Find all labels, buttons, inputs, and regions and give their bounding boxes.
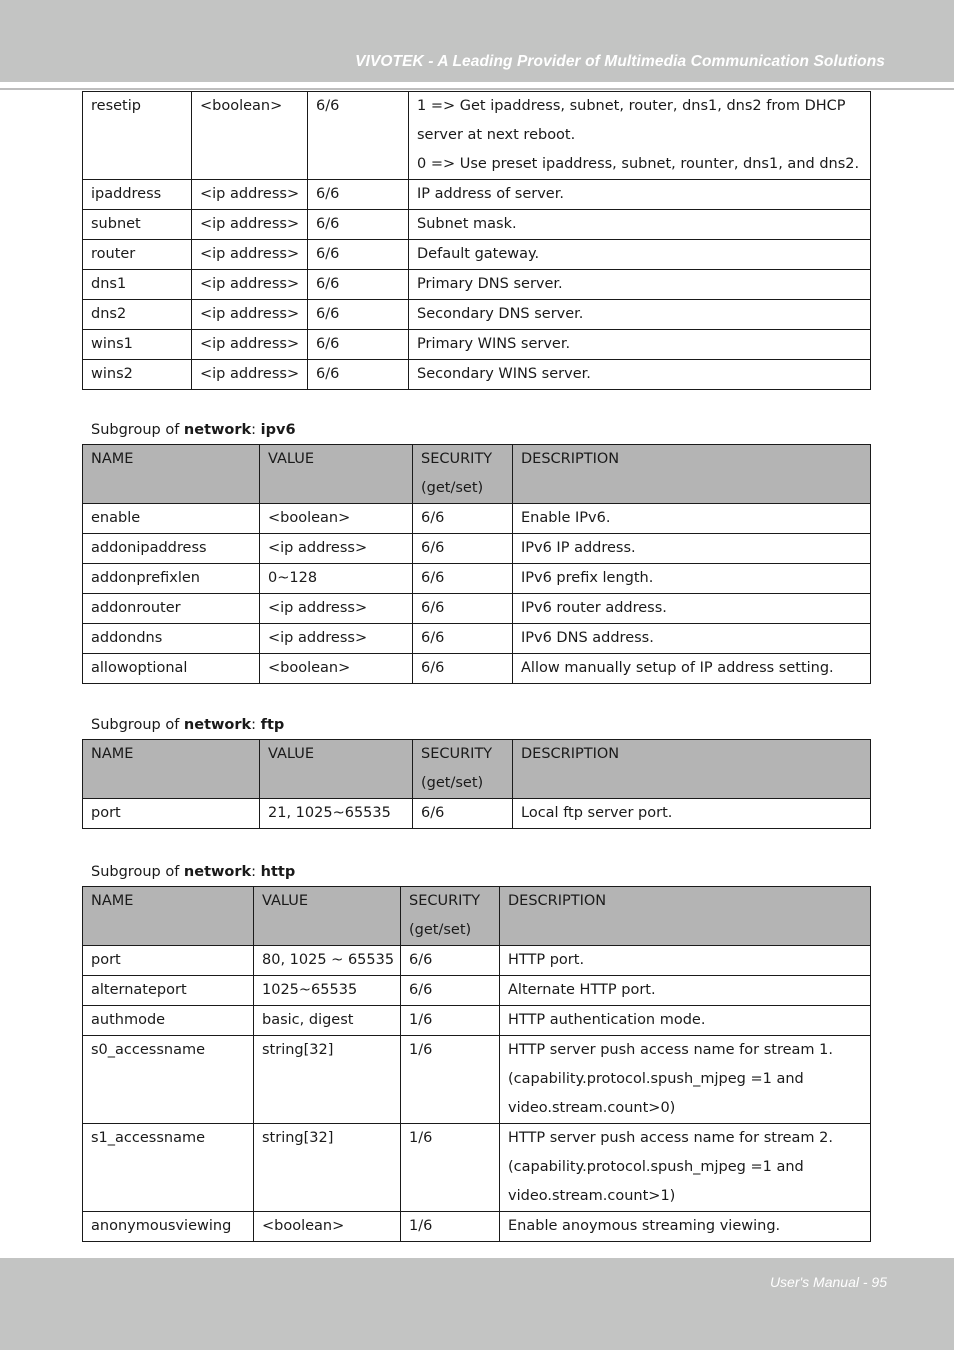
description-line: Subnet mask.	[417, 216, 517, 232]
table-row	[83, 594, 871, 624]
cell-name: addondns	[83, 624, 260, 654]
cell-value: <ip address>	[192, 270, 308, 300]
cell-description	[409, 240, 871, 270]
col-header-security-sub: (get/set)	[409, 922, 472, 938]
cell-value: <ip address>	[192, 180, 308, 210]
cell-name: wins2	[83, 360, 192, 390]
col-header-security-sub: (get/set)	[421, 480, 484, 496]
description-line: Secondary DNS server.	[417, 306, 584, 322]
description-line: IP address of server.	[417, 186, 564, 202]
col-header-security	[413, 740, 513, 799]
cell-security: 1/6	[401, 1124, 500, 1212]
cell-name: addonrouter	[83, 594, 260, 624]
col-header-value: VALUE	[254, 887, 401, 946]
header-row	[83, 887, 871, 946]
table-row	[83, 240, 871, 270]
cell-security: 1/6	[401, 1006, 500, 1036]
cell-security: 6/6	[308, 330, 409, 360]
description-line: HTTP authentication mode.	[508, 1012, 706, 1028]
description-line: 0 => Use preset ipaddress, subnet, rounter, dns1, and dns2.	[417, 156, 860, 172]
description-line: IPv6 DNS address.	[521, 630, 654, 646]
cell-name: addonipaddress	[83, 534, 260, 564]
table-row	[83, 300, 871, 330]
cell-description	[409, 180, 871, 210]
cell-security: 6/6	[413, 534, 513, 564]
cell-name: alternateport	[83, 976, 254, 1006]
cell-security: 6/6	[308, 270, 409, 300]
cell-name: subnet	[83, 210, 192, 240]
http-table	[82, 886, 871, 1242]
table-row	[83, 1036, 871, 1124]
cell-security: 6/6	[308, 360, 409, 390]
col-header-name: NAME	[83, 445, 260, 504]
cell-name: port	[83, 946, 254, 976]
cell-security: 6/6	[413, 624, 513, 654]
cell-description	[513, 504, 871, 534]
cell-name: resetip	[83, 92, 192, 180]
description-line: video.stream.count>0)	[508, 1100, 676, 1116]
table-row	[83, 270, 871, 300]
cell-security: 6/6	[413, 654, 513, 684]
cell-value: string[32]	[254, 1124, 401, 1212]
cell-value: 21, 1025~65535	[260, 799, 413, 829]
table-row	[83, 654, 871, 684]
col-header-security-label: SECURITY	[421, 451, 493, 467]
cell-value: <ip address>	[192, 330, 308, 360]
cell-value: <ip address>	[192, 240, 308, 270]
cell-description	[409, 300, 871, 330]
description-line: HTTP port.	[508, 952, 585, 968]
cell-name: anonymousviewing	[83, 1212, 254, 1242]
description-line: 1 => Get ipaddress, subnet, router, dns1, dns2 from DHCP server at next reboot.	[417, 98, 846, 143]
cell-security: 6/6	[413, 799, 513, 829]
table-row	[83, 564, 871, 594]
cell-security: 6/6	[308, 240, 409, 270]
ftp-table	[82, 739, 871, 829]
cell-name: enable	[83, 504, 260, 534]
header-title: VIVOTEK - A Leading Provider of Multimedia Communication Solutions	[355, 53, 885, 70]
ftp-subgroup-caption: Subgroup of network: ftp	[91, 717, 285, 733]
cell-description	[409, 92, 871, 180]
col-header-description: DESCRIPTION	[500, 887, 871, 946]
col-header-security	[413, 445, 513, 504]
cell-security: 6/6	[308, 300, 409, 330]
description-line: HTTP server push access name for stream 1.	[508, 1042, 833, 1058]
cell-description	[513, 534, 871, 564]
cell-value: <ip address>	[260, 624, 413, 654]
cell-name: s1_accessname	[83, 1124, 254, 1212]
description-line: IPv6 prefix length.	[521, 570, 654, 586]
table-row	[83, 360, 871, 390]
col-header-security-sub: (get/set)	[421, 775, 484, 791]
description-line: Alternate HTTP port.	[508, 982, 656, 998]
http-subgroup-caption: Subgroup of network: http	[91, 864, 296, 880]
table-row	[83, 92, 871, 180]
description-line: Primary WINS server.	[417, 336, 571, 352]
table-row	[83, 1212, 871, 1242]
header-row	[83, 740, 871, 799]
cell-name: ipaddress	[83, 180, 192, 210]
cell-security: 1/6	[401, 1036, 500, 1124]
cell-security: 6/6	[413, 564, 513, 594]
table-row	[83, 330, 871, 360]
col-header-value: VALUE	[260, 740, 413, 799]
description-line: video.stream.count>1)	[508, 1188, 676, 1204]
page-footer	[0, 1258, 954, 1350]
cell-value: 80, 1025 ~ 65535	[254, 946, 401, 976]
header-row	[83, 445, 871, 504]
network-table	[82, 91, 871, 390]
cell-description	[409, 360, 871, 390]
cell-value: <ip address>	[192, 360, 308, 390]
table-row	[83, 504, 871, 534]
page-number: User's Manual - 95	[769, 1274, 887, 1290]
cell-value: <boolean>	[254, 1212, 401, 1242]
cell-security: 6/6	[308, 180, 409, 210]
cell-value: <ip address>	[260, 594, 413, 624]
cell-security: 6/6	[308, 92, 409, 180]
cell-description	[500, 1124, 871, 1212]
cell-value: <boolean>	[260, 504, 413, 534]
cell-description	[513, 654, 871, 684]
description-line: Primary DNS server.	[417, 276, 563, 292]
ipv6-subgroup-caption: Subgroup of network: ipv6	[91, 422, 296, 438]
cell-security: 6/6	[413, 594, 513, 624]
cell-description	[513, 564, 871, 594]
cell-security: 6/6	[401, 946, 500, 976]
description-line: (capability.protocol.spush_mjpeg =1 and	[508, 1071, 804, 1087]
description-line: IPv6 IP address.	[521, 540, 636, 556]
cell-name: dns1	[83, 270, 192, 300]
col-header-description: DESCRIPTION	[513, 740, 871, 799]
cell-value: 0~128	[260, 564, 413, 594]
cell-description	[500, 1212, 871, 1242]
table-row	[83, 180, 871, 210]
cell-name: port	[83, 799, 260, 829]
page-header	[0, 0, 954, 82]
description-line: Enable IPv6.	[521, 510, 611, 526]
col-header-value: VALUE	[260, 445, 413, 504]
cell-description	[409, 210, 871, 240]
cell-name: allowoptional	[83, 654, 260, 684]
cell-value: basic, digest	[254, 1006, 401, 1036]
description-line: IPv6 router address.	[521, 600, 667, 616]
table-row	[83, 1124, 871, 1212]
col-header-name: NAME	[83, 740, 260, 799]
description-line: Secondary WINS server.	[417, 366, 591, 382]
col-header-name: NAME	[83, 887, 254, 946]
cell-value: <boolean>	[192, 92, 308, 180]
cell-name: dns2	[83, 300, 192, 330]
cell-value: <boolean>	[260, 654, 413, 684]
cell-name: router	[83, 240, 192, 270]
table-row	[83, 976, 871, 1006]
description-line: Default gateway.	[417, 246, 540, 262]
header-divider	[0, 88, 954, 90]
cell-description	[513, 799, 871, 829]
table-row	[83, 624, 871, 654]
col-header-security-label: SECURITY	[409, 893, 481, 909]
cell-description	[513, 624, 871, 654]
cell-security: 6/6	[308, 210, 409, 240]
cell-value: <ip address>	[192, 300, 308, 330]
cell-description	[500, 1006, 871, 1036]
table-row	[83, 210, 871, 240]
cell-description	[500, 946, 871, 976]
cell-security: 6/6	[413, 504, 513, 534]
description-line: Enable anoymous streaming viewing.	[508, 1218, 781, 1234]
cell-description	[513, 594, 871, 624]
table-row	[83, 799, 871, 829]
description-line: (capability.protocol.spush_mjpeg =1 and	[508, 1159, 804, 1175]
cell-value: string[32]	[254, 1036, 401, 1124]
col-header-description: DESCRIPTION	[513, 445, 871, 504]
ipv6-table	[82, 444, 871, 684]
description-line: HTTP server push access name for stream 2.	[508, 1130, 833, 1146]
description-line: Local ftp server port.	[521, 805, 673, 821]
cell-name: authmode	[83, 1006, 254, 1036]
cell-description	[500, 1036, 871, 1124]
col-header-security	[401, 887, 500, 946]
cell-name: addonprefixlen	[83, 564, 260, 594]
cell-description	[409, 270, 871, 300]
table-row	[83, 1006, 871, 1036]
cell-description	[409, 330, 871, 360]
cell-description	[500, 976, 871, 1006]
cell-value: <ip address>	[260, 534, 413, 564]
cell-name: wins1	[83, 330, 192, 360]
cell-name: s0_accessname	[83, 1036, 254, 1124]
cell-security: 1/6	[401, 1212, 500, 1242]
cell-security: 6/6	[401, 976, 500, 1006]
table-row	[83, 534, 871, 564]
description-line: Allow manually setup of IP address setting.	[521, 660, 834, 676]
col-header-security-label: SECURITY	[421, 746, 493, 762]
table-row	[83, 946, 871, 976]
cell-value: <ip address>	[192, 210, 308, 240]
cell-value: 1025~65535	[254, 976, 401, 1006]
